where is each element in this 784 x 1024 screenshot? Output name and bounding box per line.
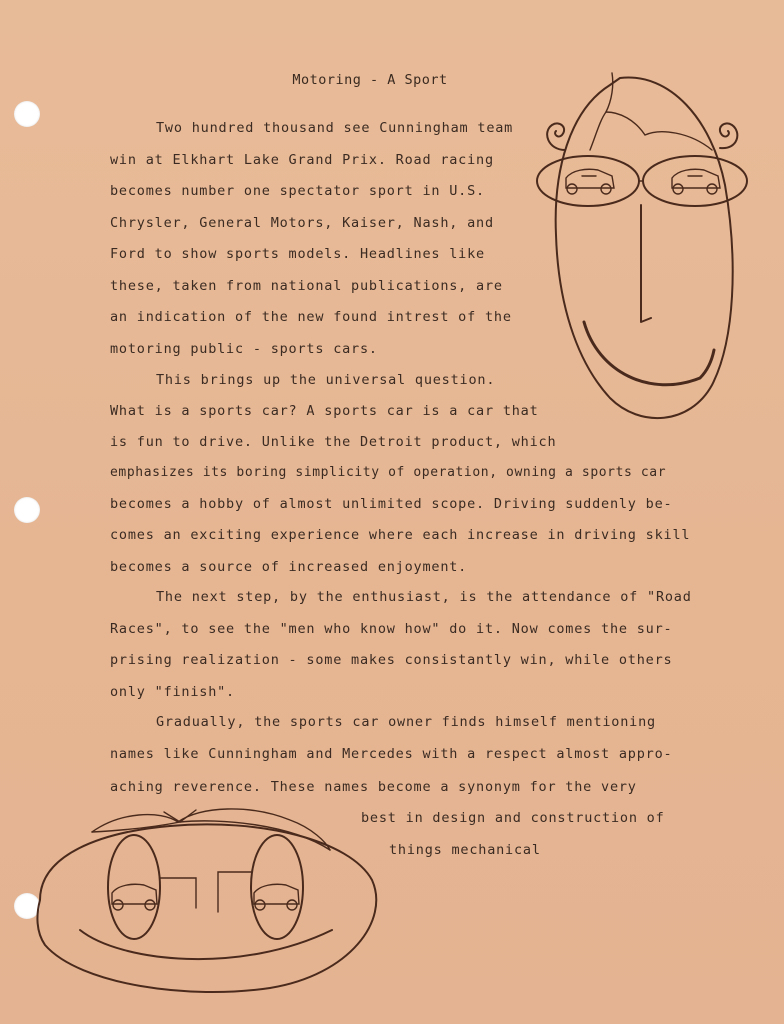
punch-hole-top xyxy=(14,101,40,127)
race-car-icon xyxy=(672,169,720,194)
text-line: emphasizes its boring simplicity of operation, owning a sports car xyxy=(110,465,667,480)
text-line: aching reverence. These names become a synonym for the very xyxy=(110,779,637,795)
face-doodle-bottom-left xyxy=(37,809,376,992)
text-line: Races", to see the "men who know how" do it. Now comes the sur- xyxy=(110,621,673,637)
punch-hole-bottom xyxy=(14,893,40,919)
text-line: comes an exciting experience where each increase in driving skill xyxy=(110,527,691,543)
text-line: names like Cunningham and Mercedes with a respect almost appro- xyxy=(110,746,673,762)
text-line: only "finish". xyxy=(110,684,235,700)
text-line: prising realization - some makes consistantly win, while others xyxy=(110,652,673,668)
page-title: Motoring - A Sport xyxy=(292,72,448,88)
text-line: things mechanical xyxy=(389,842,541,858)
text-line: What is a sports car? A sports car is a car that xyxy=(110,403,539,419)
text-line: motoring public - sports cars. xyxy=(110,341,378,357)
text-line: becomes a hobby of almost unlimited scope. Driving suddenly be- xyxy=(110,496,673,512)
text-line: best in design and construction of xyxy=(361,810,665,826)
text-line: This brings up the universal question. xyxy=(156,372,496,388)
text-line: becomes number one spectator sport in U.S. xyxy=(110,183,485,199)
punch-hole-middle xyxy=(14,497,40,523)
text-line: is fun to drive. Unlike the Detroit product, which xyxy=(110,434,557,450)
race-car-icon xyxy=(112,884,157,910)
text-line: Chrysler, General Motors, Kaiser, Nash, and xyxy=(110,215,494,231)
race-car-icon xyxy=(566,169,614,194)
text-line: win at Elkhart Lake Grand Prix. Road racing xyxy=(110,152,494,168)
text-line: becomes a source of increased enjoyment. xyxy=(110,559,468,575)
text-line: Ford to show sports models. Headlines like xyxy=(110,246,485,262)
text-line: Gradually, the sports car owner finds himself mentioning xyxy=(156,714,656,730)
text-line: an indication of the new found intrest of the xyxy=(110,309,512,325)
text-line: The next step, by the enthusiast, is the attendance of "Road xyxy=(156,589,692,605)
race-car-icon xyxy=(254,884,299,910)
text-line: Two hundred thousand see Cunningham team xyxy=(156,120,514,136)
text-line: these, taken from national publications, are xyxy=(110,278,503,294)
